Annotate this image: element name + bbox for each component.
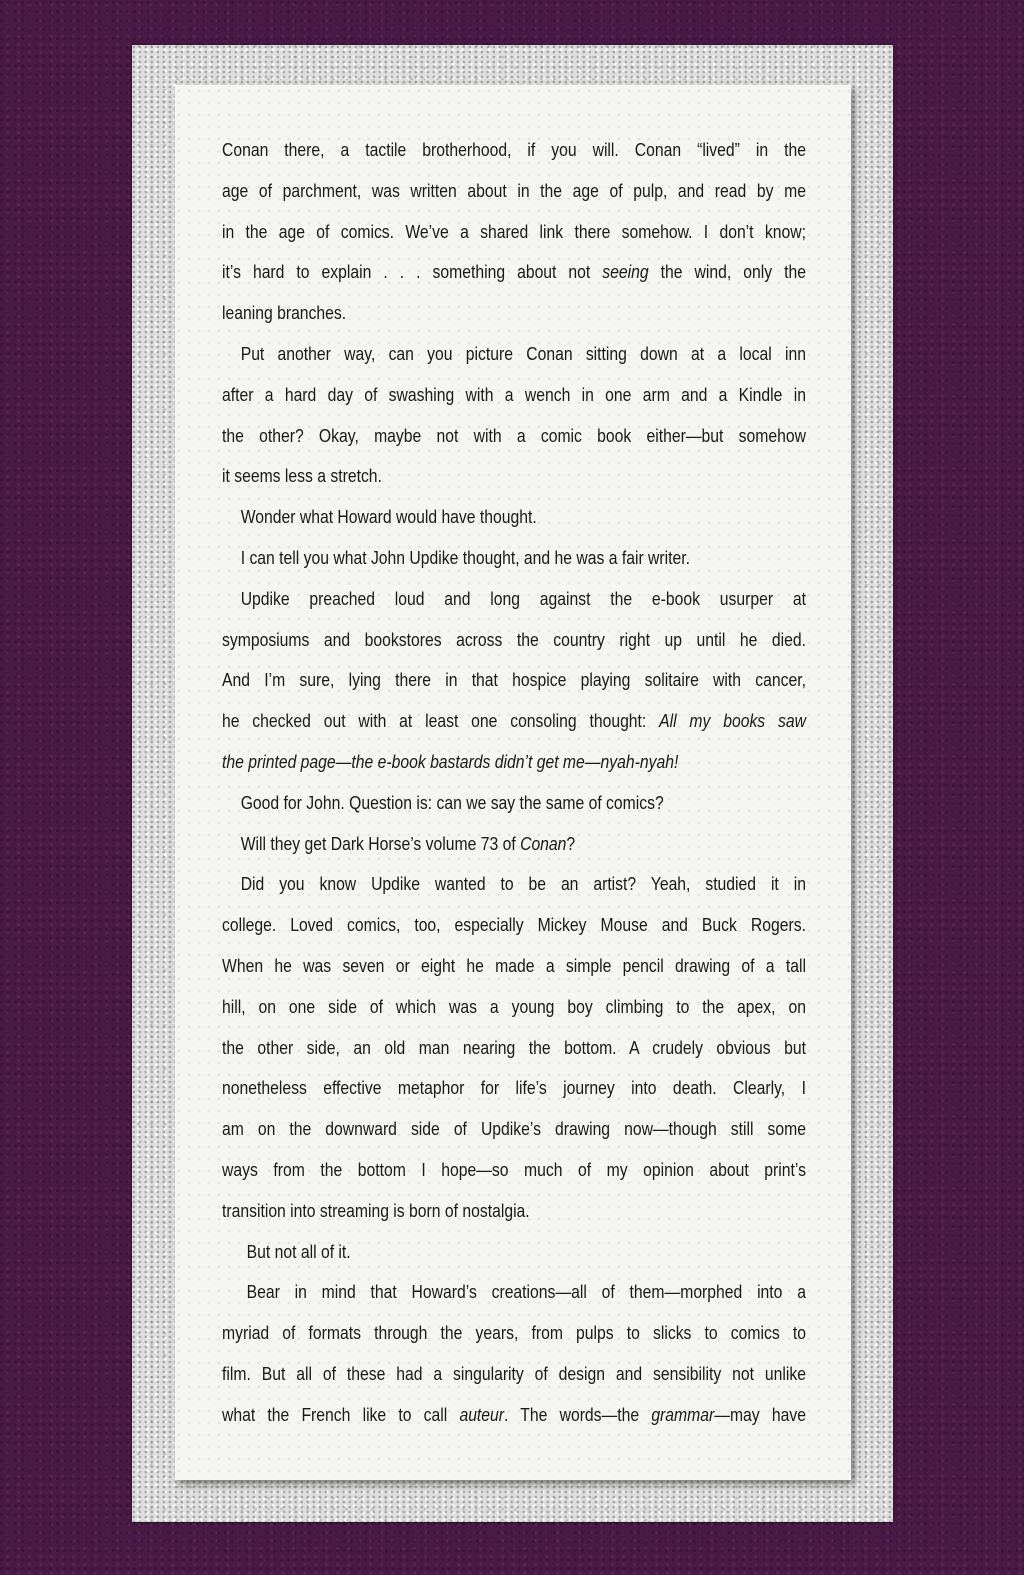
text-run: transition into streaming is born of nostalgia. — [222, 1199, 530, 1221]
text-line — [222, 987, 806, 1028]
text-run: Good for John. Question is: can we say the same of comics? — [240, 791, 664, 813]
text-run: Will they get Dark Horse’s volume 73 of — [240, 832, 521, 854]
text-run: what the French like to call — [222, 1403, 460, 1425]
italic-text: the printed page—the e-book bastards didn’t get me—nyah-nyah! — [222, 750, 679, 772]
text-run: in the age of comics. We’ve a shared link there somehow. I don’t know; — [222, 220, 806, 242]
text-line — [222, 1191, 806, 1232]
text-line — [222, 334, 806, 375]
text-run: Wonder what Howard would have thought. — [240, 506, 537, 528]
text-run: Did you know Updike wanted to be an artist? Yeah, studied it in — [240, 873, 806, 895]
text-run: after a hard day of swashing with a wench in one arm and a Kindle in — [222, 383, 806, 405]
text-line — [222, 946, 806, 987]
body-text — [222, 130, 806, 1436]
italic-text: grammar — [651, 1403, 715, 1425]
text-run: am on the downward side of Updike’s drawing now—though still some — [222, 1118, 806, 1140]
italic-text: auteur — [459, 1403, 505, 1425]
text-line — [222, 701, 806, 742]
text-line — [222, 1068, 806, 1109]
text-line — [222, 293, 806, 334]
text-line — [222, 416, 806, 457]
text-run: And I’m sure, lying there in that hospice playing solitaire with cancer, — [222, 669, 806, 691]
text-run: Put another way, can you picture Conan sitting down at a local inn — [240, 342, 806, 364]
text-line — [222, 1109, 806, 1150]
text-run: ways from the bottom I hope—so much of my opinion about print’s — [222, 1158, 806, 1180]
text-run: . The words—the — [504, 1403, 652, 1425]
text-line — [222, 1028, 806, 1069]
text-run: Bear in mind that Howard’s creations—all of them—morphed into a — [246, 1281, 806, 1303]
text-run: Conan there, a tactile brotherhood, if you will. Conan “lived” in the — [222, 139, 806, 160]
text-line — [222, 375, 806, 416]
text-run: he checked out with at least one consoling thought: — [222, 710, 660, 732]
text-line — [222, 1354, 806, 1395]
text-run: the other? Okay, maybe not with a comic book either—but somehow — [222, 424, 806, 446]
text-run: hill, on one side of which was a young boy climbing to the apex, on — [222, 995, 806, 1017]
text-line — [222, 1313, 806, 1354]
text-line — [222, 1395, 806, 1436]
text-run: nonetheless effective metaphor for life’s journey into death. Clearly, I — [222, 1077, 806, 1099]
text-run: ? — [566, 832, 576, 854]
text-run: film. But all of these had a singularity of design and sensibility not unlike — [222, 1362, 806, 1384]
text-line — [222, 171, 806, 212]
text-line — [222, 456, 806, 497]
text-line — [222, 742, 806, 783]
text-run: it seems less a stretch. — [222, 465, 382, 487]
text-line — [222, 824, 806, 865]
text-run: Updike preached loud and long against the e-book usurper at — [240, 587, 806, 609]
text-run: leaning branches. — [222, 302, 347, 324]
text-run: symposiums and bookstores across the country right up until he died. — [222, 628, 806, 650]
text-line — [222, 130, 806, 171]
text-line — [222, 783, 806, 824]
text-line — [222, 252, 806, 293]
text-run: I can tell you what John Updike thought, and he was a fair writer. — [240, 546, 690, 568]
italic-text: All my books saw — [659, 710, 806, 732]
text-line — [222, 212, 806, 253]
text-line — [222, 538, 806, 579]
text-line — [222, 1272, 806, 1313]
italic-text: Conan — [520, 832, 567, 854]
text-run: college. Loved comics, too, especially Mickey Mouse and Buck Rogers. — [222, 914, 806, 936]
text-line — [222, 620, 806, 661]
text-run: age of parchment, was written about in the age of pulp, and read by me — [222, 179, 806, 201]
text-line — [222, 660, 806, 701]
text-line — [222, 1150, 806, 1191]
text-run: But not all of it. — [246, 1240, 351, 1262]
text-run: myriad of formats through the years, from pulps to slicks to comics to — [222, 1322, 806, 1344]
text-line — [222, 497, 806, 538]
text-run: the other side, an old man nearing the bottom. A crudely obvious but — [222, 1036, 806, 1058]
text-run: the wind, only the — [648, 261, 806, 283]
text-run: —may have — [714, 1403, 806, 1425]
text-run: When he was seven or eight he made a simple pencil drawing of a tall — [222, 954, 806, 976]
text-line — [222, 579, 806, 620]
text-run: it’s hard to explain . . . something about not — [222, 261, 603, 283]
text-line — [222, 864, 806, 905]
italic-text: seeing — [602, 261, 649, 283]
text-line — [222, 905, 806, 946]
text-line — [222, 1232, 806, 1273]
